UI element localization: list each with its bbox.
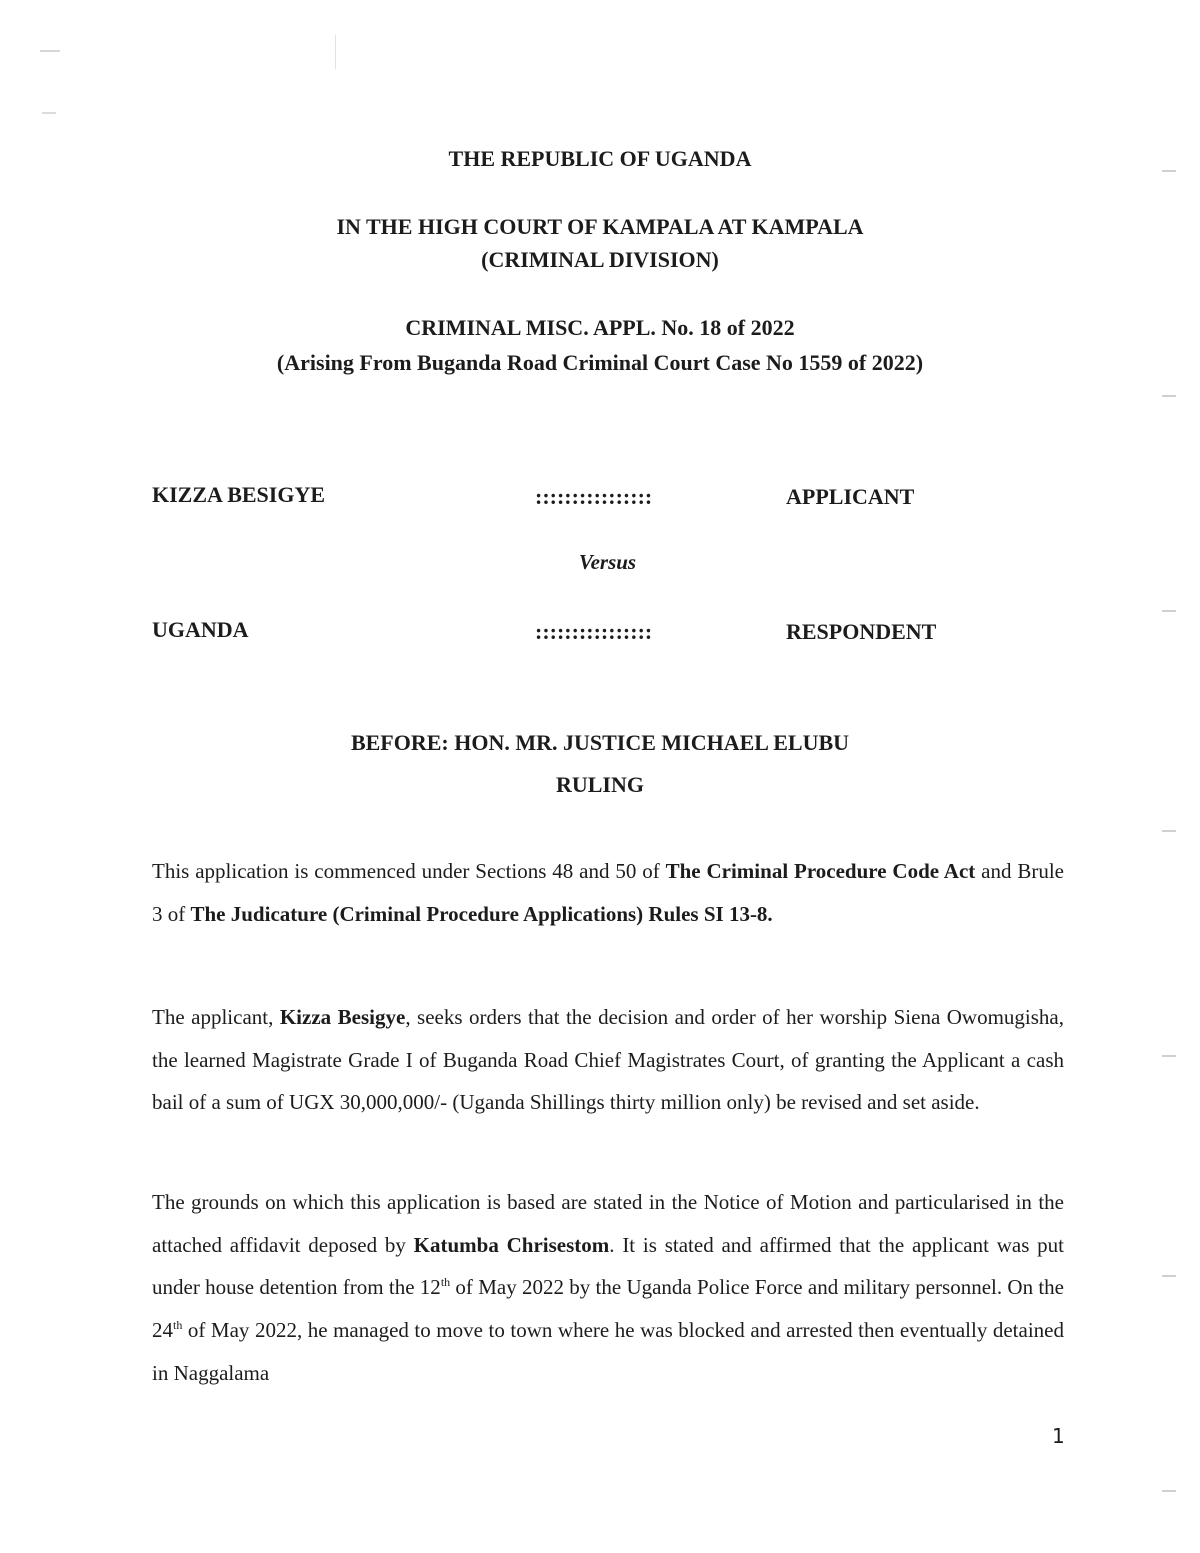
bold-text: The Criminal Procedure Code Act xyxy=(665,859,976,883)
paragraph-3 xyxy=(152,1181,1064,1395)
text-run: of May 2022 by the Uganda Police Force and military personnel. On the 24 xyxy=(152,1275,1064,1343)
paragraph-2 xyxy=(152,996,1064,1124)
text-run: of May 2022, he managed to move to town where he was blocked and arrested then eventually detained in Naggalama xyxy=(152,1318,1064,1385)
superscript: th xyxy=(173,1318,183,1333)
party-separator: :::::::::::::::: xyxy=(535,619,653,644)
applicant-name: KIZZA BESIGYE xyxy=(152,482,326,507)
applicant-role: APPLICANT xyxy=(786,484,915,509)
scan-mark xyxy=(1162,1055,1176,1057)
text-run: The grounds on which this application is based are stated in the Notice of Motion and particularised in the attached affidavit deposed by xyxy=(152,1190,1064,1257)
scan-mark xyxy=(1162,395,1176,397)
text-run: The applicant, xyxy=(152,1005,280,1029)
scan-mark xyxy=(335,35,336,69)
page-number: 1 xyxy=(1052,1424,1065,1448)
scan-mark xyxy=(1162,830,1176,832)
party-separator: :::::::::::::::: xyxy=(535,484,653,509)
bold-text: Katumba Chrisestom xyxy=(413,1232,610,1257)
country-heading: THE REPUBLIC OF UGANDA xyxy=(448,146,752,171)
paragraph-1 xyxy=(152,850,1064,935)
text-run: , seeks orders that the decision and order of her worship Siena Owomugisha, the learned Magistrate Grade I of Buganda Road Chief Magistrates Court, of granting the Applicant a cash bail of a sum of UGX 30,000,000/- (Uganda Shillings thirty million only) be revised and set aside. xyxy=(152,1005,1065,1115)
case-number: CRIMINAL MISC. APPL. No. 18 of 2022 xyxy=(405,315,795,340)
ruling-title: RULING xyxy=(555,772,644,797)
text-run: and Brule 3 of xyxy=(152,859,1064,926)
scan-mark xyxy=(40,50,60,52)
text-run: . It is stated and affirmed that the applicant was put under house detention from the 12 xyxy=(152,1232,1064,1300)
judge-line: BEFORE: HON. MR. JUSTICE MICHAEL ELUBU xyxy=(350,730,850,755)
text-run: This application is commenced under Sections 48 and 50 of xyxy=(152,859,666,883)
versus-label: Versus xyxy=(578,550,637,574)
case-origin: (Arising From Buganda Road Criminal Court Case No 1559 of 2022) xyxy=(276,350,924,375)
respondent-role: RESPONDENT xyxy=(786,619,937,644)
superscript: th xyxy=(440,1275,451,1290)
bold-text: The Judicature (Criminal Procedure Applications) Rules SI 13-8. xyxy=(190,901,773,926)
bold-text: Kizza Besigye xyxy=(279,1005,406,1029)
court-heading: IN THE HIGH COURT OF KAMPALA AT KAMPALA xyxy=(336,214,864,239)
scan-mark xyxy=(42,112,56,114)
scan-mark xyxy=(1162,1275,1176,1277)
respondent-name: UGANDA xyxy=(152,617,249,642)
division-heading: (CRIMINAL DIVISION) xyxy=(481,247,719,272)
scan-mark xyxy=(1162,1490,1176,1492)
scan-mark xyxy=(1162,610,1176,612)
